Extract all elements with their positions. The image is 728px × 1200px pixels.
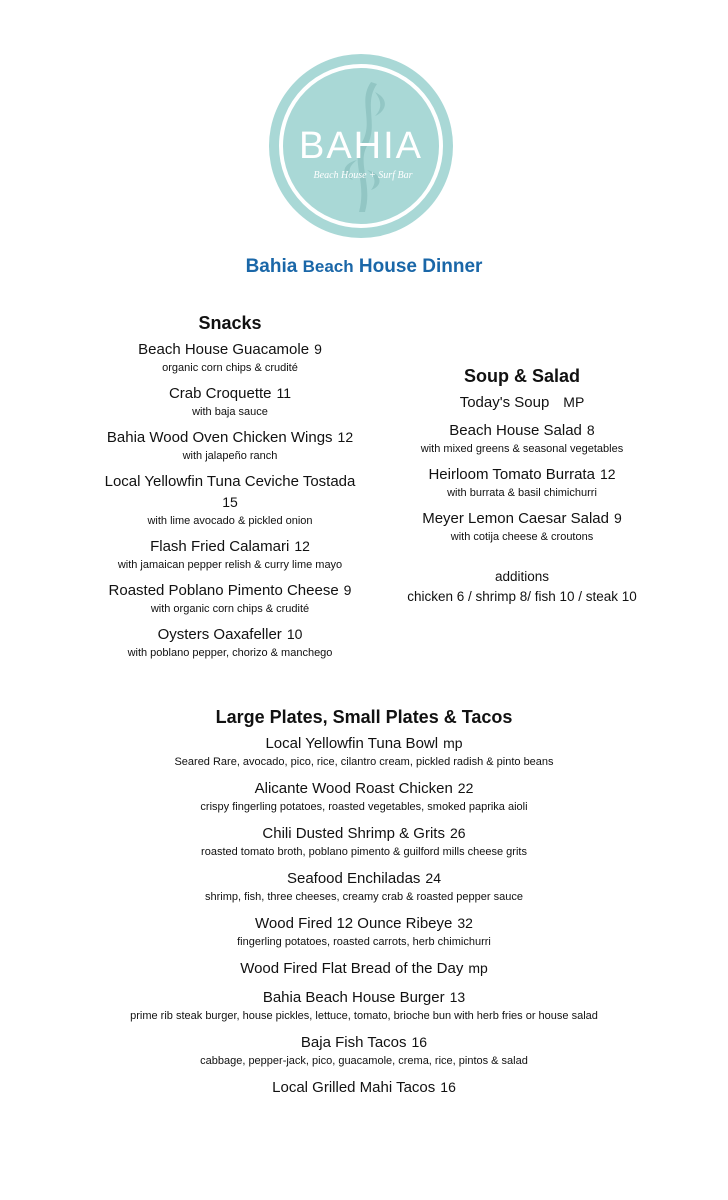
item-description: with burrata & basil chimichurri — [447, 487, 597, 499]
menu-item — [60, 580, 400, 617]
additions-text: chicken 6 / shrimp 8/ fish 10 / steak 10 — [407, 589, 637, 604]
item-price: 16 — [411, 1034, 428, 1050]
item-description: prime rib steak burger, house pickles, lettuce, tomato, brioche bun with herb fries or house salad — [130, 1010, 598, 1022]
item-name: Roasted Poblano Pimento Cheese — [108, 582, 339, 599]
additions-label: additions — [494, 569, 550, 584]
item-name: Bahia Beach House Burger — [262, 989, 445, 1006]
menu-item — [60, 536, 400, 573]
item-price: 8 — [586, 422, 595, 438]
item-name: Beach House Salad — [449, 422, 582, 439]
item-price: 15 — [222, 494, 238, 510]
item-description: with lime avocado & pickled onion — [147, 515, 313, 527]
snacks-heading: Snacks — [198, 313, 262, 333]
menu-item — [0, 733, 728, 770]
item-name: Wood Fired 12 Ounce Ribeye — [255, 915, 453, 932]
item-name: Meyer Lemon Caesar Salad — [422, 510, 609, 527]
item-description: fingerling potatoes, roasted carrots, herb chimichurri — [237, 936, 491, 948]
large-plates-heading: Large Plates, Small Plates & Tacos — [215, 707, 513, 727]
item-name: Beach House Guacamole — [138, 341, 310, 358]
item-price: 26 — [449, 825, 466, 841]
menu-title-part3: House Dinner — [358, 256, 483, 277]
item-price: 12 — [294, 538, 310, 554]
item-description: with cotija cheese & croutons — [450, 531, 594, 543]
item-name: Flash Fried Calamari — [150, 538, 290, 555]
menu-item — [60, 471, 400, 529]
item-description: cabbage, pepper-jack, pico, guacamole, crema, rice, pintos & salad — [200, 1055, 528, 1067]
menu-title-part1: Bahia — [245, 256, 298, 277]
item-name: Local Yellowfin Tuna Ceviche Tostada — [104, 473, 356, 490]
item-description: with baja sauce — [192, 406, 268, 418]
item-price: 24 — [425, 870, 441, 886]
item-name: Heirloom Tomato Burrata — [428, 466, 595, 483]
item-price: 12 — [599, 466, 616, 482]
menu-item — [60, 624, 400, 661]
item-description: with mixed greens & seasonal vegetables — [420, 443, 624, 455]
item-price: 9 — [314, 341, 322, 357]
item-name: Local Yellowfin Tuna Bowl — [265, 735, 439, 752]
item-name: Seafood Enchiladas — [286, 870, 421, 887]
menu-item — [372, 420, 672, 457]
menu-item — [60, 383, 400, 420]
item-description: with jamaican pepper relish & curry lime mayo — [117, 559, 343, 571]
item-description: shrimp, fish, three cheeses, creamy crab & roasted pepper sauce — [205, 891, 523, 903]
menu-item — [0, 823, 728, 860]
item-name: Alicante Wood Roast Chicken — [254, 780, 453, 797]
menu-item — [0, 913, 728, 950]
item-name: Crab Croquette — [168, 385, 272, 402]
item-name: Oysters Oaxafeller — [157, 626, 282, 643]
item-price: MP — [563, 394, 585, 410]
item-price: 9 — [613, 510, 622, 526]
item-description: organic corn chips & crudité — [162, 362, 298, 374]
menu-item — [60, 339, 400, 376]
item-name: Wood Fired Flat Bread of the Day — [240, 960, 464, 977]
logo-tagline: Beach House + Surf Bar — [313, 170, 413, 181]
soup-salad-section — [372, 365, 672, 607]
menu-item — [0, 778, 728, 815]
item-price: 9 — [343, 582, 352, 598]
item-price: mp — [443, 735, 463, 751]
restaurant-logo — [267, 52, 455, 240]
menu-item — [372, 508, 672, 545]
item-name: Local Grilled Mahi Tacos — [272, 1079, 436, 1096]
item-price: 32 — [457, 915, 473, 931]
item-price: 13 — [449, 989, 466, 1005]
item-price: 16 — [440, 1079, 456, 1095]
menu-item — [0, 987, 728, 1024]
item-price: mp — [468, 960, 488, 976]
additions-block — [372, 567, 672, 607]
item-price: 10 — [286, 626, 303, 642]
menu-item — [0, 1032, 728, 1069]
large-plates-section — [0, 706, 728, 1106]
item-description: with organic corn chips & crudité — [150, 603, 310, 615]
logo-wordmark: BAHIA — [298, 125, 424, 167]
soup-salad-heading: Soup & Salad — [463, 366, 580, 386]
menu-title-part2: Beach — [302, 257, 354, 276]
menu-item — [372, 464, 672, 501]
item-name: Baja Fish Tacos — [300, 1034, 407, 1051]
item-price: 11 — [276, 385, 292, 401]
item-description: Seared Rare, avocado, pico, rice, cilantro cream, pickled radish & pinto beans — [174, 756, 554, 768]
item-price: 12 — [337, 429, 354, 445]
snacks-section — [60, 312, 400, 668]
menu-title — [0, 256, 728, 278]
logo-emblem — [267, 52, 455, 240]
item-description: roasted tomato broth, poblano pimento & guilford mills cheese grits — [201, 846, 527, 858]
menu-item — [0, 1077, 728, 1098]
item-name: Bahia Wood Oven Chicken Wings — [106, 429, 333, 446]
menu-item — [0, 868, 728, 905]
item-description: with poblano pepper, chorizo & manchego — [127, 647, 333, 659]
menu-item — [372, 392, 672, 413]
item-description: with jalapeño ranch — [182, 450, 278, 462]
menu-item — [0, 958, 728, 979]
item-name: Chili Dusted Shrimp & Grits — [262, 825, 445, 842]
item-name: Today's Soup — [459, 394, 550, 411]
item-description: crispy fingerling potatoes, roasted vegetables, smoked paprika aioli — [200, 801, 528, 813]
item-price: 22 — [457, 780, 474, 796]
menu-item — [60, 427, 400, 464]
